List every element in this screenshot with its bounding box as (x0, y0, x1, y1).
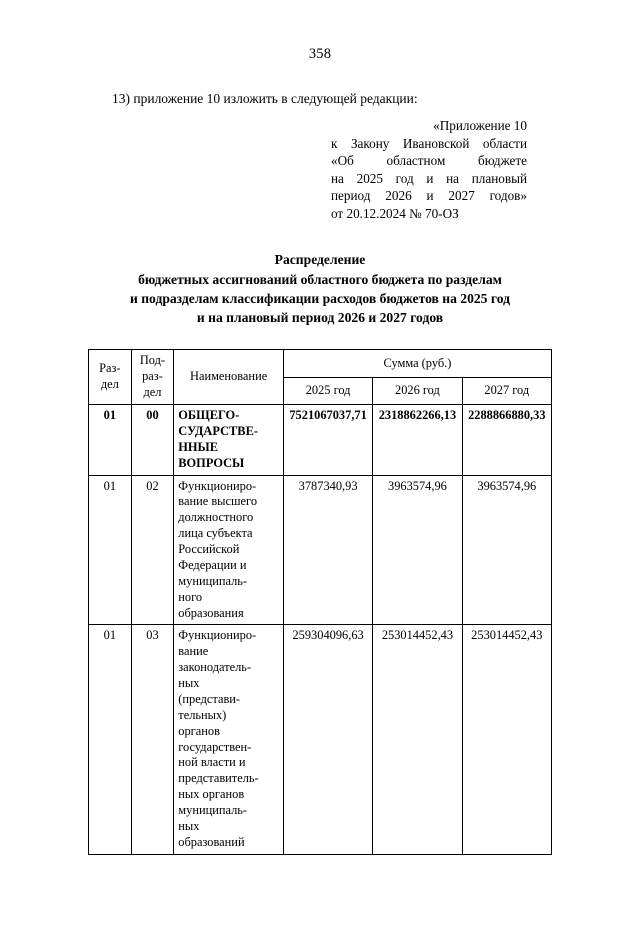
cell-name: Функциониро- вание законодатель- ных (представи- тельных) органов государствен- ной власти и представитель- ных органов муниципаль- ных образований (174, 625, 284, 854)
header-podrazdel-line-3: дел (143, 385, 162, 400)
reference-line-2: к Закону Ивановской области (331, 135, 527, 151)
cell-name: ОБЩЕГО- СУДАРСТВЕ- ННЫЕ ВОПРОСЫ (174, 405, 284, 476)
title-line-2: бюджетных ассигнований областного бюджета по разделам (138, 271, 502, 287)
cell-podrazdel: 02 (131, 475, 174, 625)
reference-line-5: период 2026 и 2027 годов» (331, 188, 527, 204)
reference-block (331, 117, 527, 222)
reference-line-3: «Об областном бюджете (331, 153, 527, 169)
header-year-2026: 2026 год (373, 377, 462, 404)
page-number: 358 (308, 46, 332, 62)
header-sum: Сумма (руб.) (283, 350, 551, 377)
header-podrazdel-line-1: Под- (139, 353, 166, 368)
header-razdel-line-1: Раз- (99, 361, 121, 376)
table-row (89, 625, 552, 854)
table-header-row-1 (89, 350, 552, 377)
cell-amount-2025: 7521067037,71 (283, 405, 372, 476)
title-line-3: и подразделам классификации расходов бюджетов на 2025 год (129, 290, 510, 306)
cell-amount-2027: 2288866880,33 (462, 405, 551, 476)
cell-amount-2027: 3963574,96 (462, 475, 551, 625)
cell-amount-2025: 3787340,93 (283, 475, 372, 625)
header-year-2025: 2025 год (283, 377, 372, 404)
cell-amount-2027: 253014452,43 (462, 625, 551, 854)
header-podrazdel-line-2: раз- (142, 369, 163, 384)
table-header (89, 350, 552, 405)
cell-amount-2026: 3963574,96 (373, 475, 462, 625)
reference-line-6: от 20.12.2024 № 70-ОЗ (331, 205, 459, 221)
cell-razdel: 01 (89, 625, 132, 854)
header-year-2027: 2027 год (462, 377, 551, 404)
cell-amount-2026: 253014452,43 (373, 625, 462, 854)
table-body (89, 405, 552, 855)
cell-name: Функциониро- вание высшего должностного лица субъекта Российской Федерации и муниципаль- ного образования (174, 475, 284, 625)
title-line-4: и на плановый период 2026 и 2027 годов (196, 310, 444, 326)
header-razdel-line-2: дел (100, 377, 119, 392)
reference-line-1: «Приложение 10 (433, 118, 527, 133)
intro-paragraph: 13) приложение 10 изложить в следующей редакции: (112, 91, 418, 106)
cell-podrazdel: 03 (131, 625, 174, 854)
cell-razdel: 01 (89, 475, 132, 625)
budget-table (88, 349, 552, 854)
cell-razdel: 01 (89, 405, 132, 476)
table-row (89, 405, 552, 476)
cell-amount-2025: 259304096,63 (283, 625, 372, 854)
table-row (89, 475, 552, 625)
cell-amount-2026: 2318862266,13 (373, 405, 462, 476)
document-page (0, 46, 640, 951)
title-line-1: Распределение (274, 252, 366, 268)
reference-line-4: на 2025 год и на плановый (331, 170, 527, 186)
header-razdel (89, 350, 132, 405)
header-podrazdel (131, 350, 174, 405)
cell-podrazdel: 00 (131, 405, 174, 476)
document-title (88, 250, 552, 327)
header-name: Наименование (174, 350, 284, 405)
